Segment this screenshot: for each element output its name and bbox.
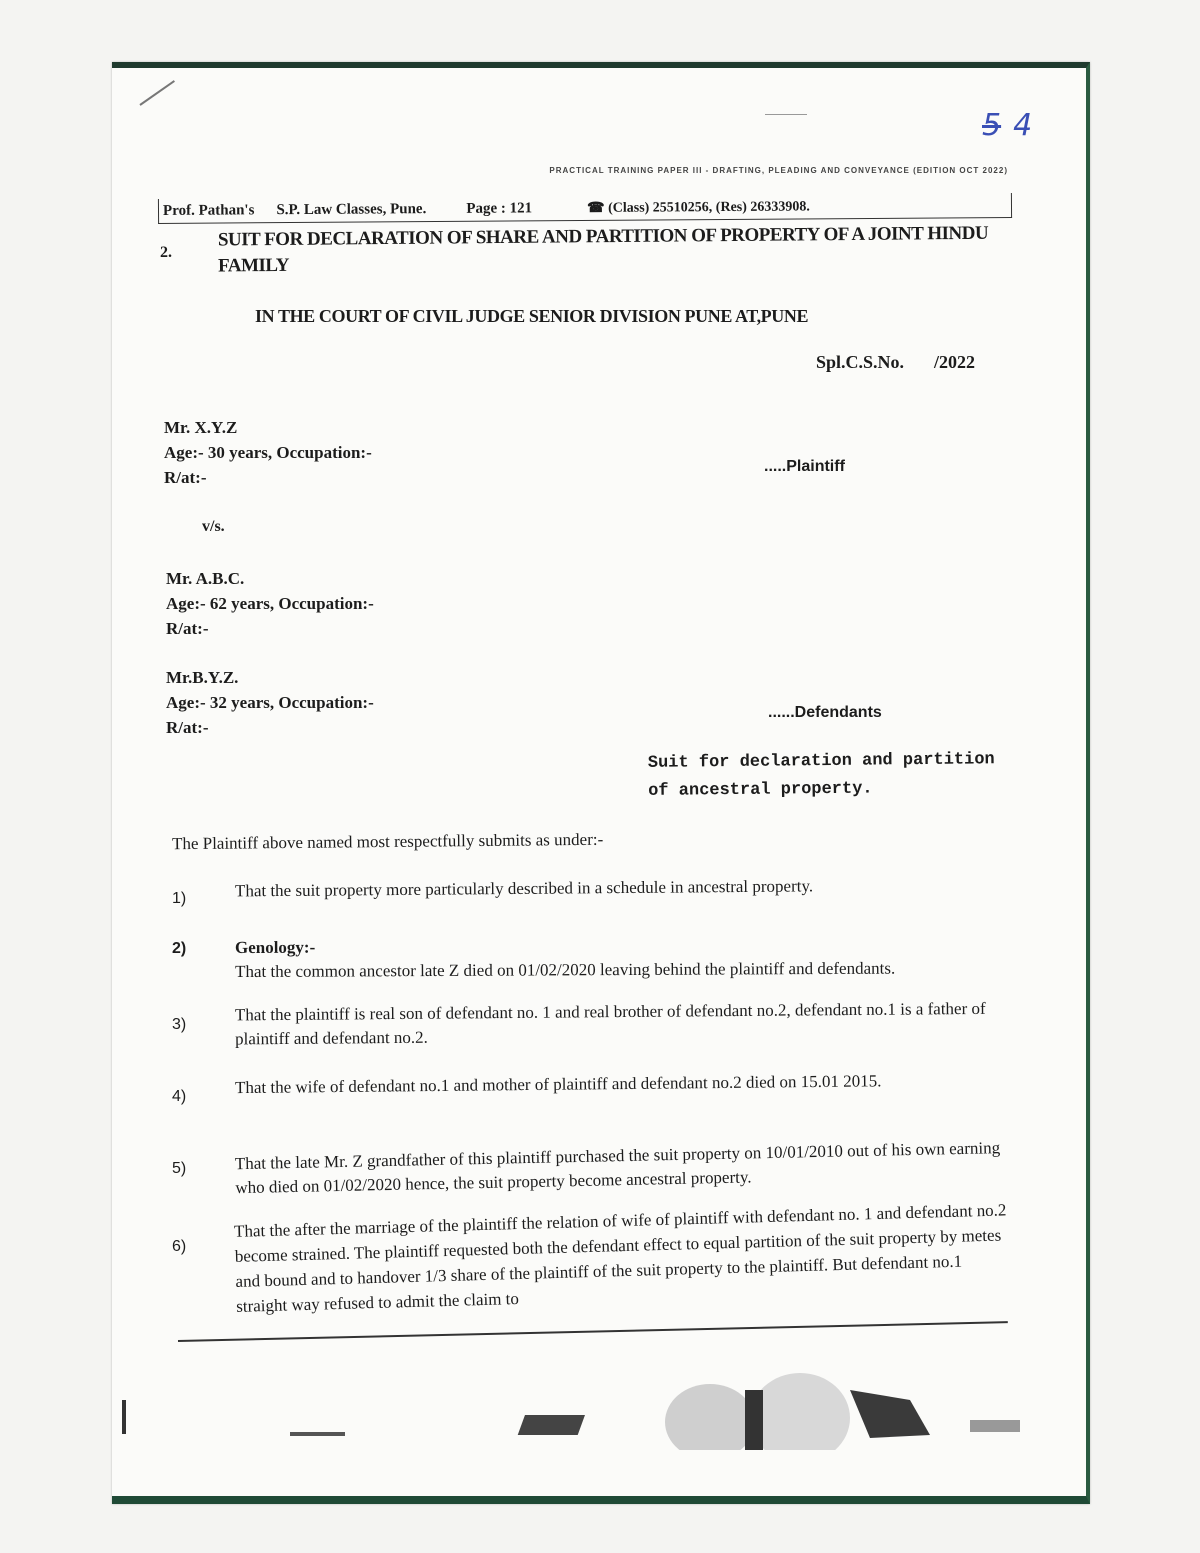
para-number: 5) — [172, 1160, 187, 1177]
page-number-mark: 4 — [1013, 108, 1033, 143]
plaintiff-age: Age:- 30 years, Occupation:- — [164, 443, 372, 462]
para-number: 3) — [172, 1016, 187, 1033]
paragraph-1: That the suit property more particularly described in a schedule in ancestral property. — [234, 876, 814, 901]
paragraph-2 — [235, 932, 1017, 984]
footer-shape — [850, 1390, 930, 1438]
footer-dash — [290, 1432, 345, 1436]
footer-shape — [970, 1420, 1020, 1432]
left-edge-mark — [122, 1400, 126, 1434]
struck-page-number: 5 — [982, 108, 1002, 143]
section-number: 2. — [160, 244, 172, 261]
suit-number-label: Spl.C.S.No. — [816, 352, 905, 372]
handwritten-page-number — [982, 108, 1032, 143]
page-label: Page : 121 — [466, 199, 533, 217]
footer-dome — [665, 1384, 755, 1450]
para-number: 2) — [172, 940, 187, 957]
footer-shape — [518, 1415, 585, 1435]
intro-text: The Plaintiff above named most respectfully submits as under:- — [171, 829, 604, 854]
running-head: PRACTICAL TRAINING PAPER III - DRAFTING, PLEADING AND CONVEYANCE (EDITION OCT 2022) — [549, 166, 1008, 175]
phone-numbers: ☎ (Class) 25510256, (Res) 26333908. — [587, 198, 810, 216]
defendant1-name: Mr. A.B.C. — [166, 569, 245, 588]
defendant2-age: Age:- 32 years, Occupation:- — [166, 693, 374, 712]
defendant2-name: Mr.B.Y.Z. — [166, 668, 239, 687]
para-number: 6) — [172, 1238, 187, 1255]
institute-name: S.P. Law Classes, Pune. — [276, 200, 427, 218]
court-heading: IN THE COURT OF CIVIL JUDGE SENIOR DIVISION PUNE AT,PUNE — [255, 306, 809, 326]
section-title: SUIT FOR DECLARATION OF SHARE AND PARTITION OF PROPERTY OF A JOINT HINDU FAMILY — [217, 222, 989, 277]
defendant2-residence: R/at:- — [166, 718, 209, 737]
para-number: 4) — [172, 1088, 187, 1105]
paragraph-heading: Genology:- — [234, 937, 316, 958]
defendant1-age: Age:- 62 years, Occupation:- — [166, 594, 374, 613]
para-number: 1) — [172, 890, 187, 907]
author-name: Prof. Pathan's — [162, 201, 255, 219]
plaintiff-name: Mr. X.Y.Z — [164, 418, 238, 437]
defendant2-block — [166, 665, 374, 740]
versus: v/s. — [202, 518, 225, 535]
suit-number-year: /2022 — [934, 352, 976, 372]
plaintiff-role: .....Plaintiff — [764, 458, 845, 475]
paragraph-4: That the wife of defendant no.1 and mother of plaintiff and defendant no.2 died on 15.01 2015. — [234, 1071, 882, 1098]
suit-description: Suit for declaration and partition of ancestral property. — [647, 750, 995, 801]
plaintiff-residence: R/at:- — [164, 468, 207, 487]
paragraph-3: That the plaintiff is real son of defendant no. 1 and real brother of defendant no.2, defendant no.1 is a father of plaintiff and defendant no.2. — [234, 998, 986, 1049]
paragraph-6: That the after the marriage of the plaintiff the relation of wife of plaintiff with defendant no. 1 and defendant no.2 become strained. The plaintiff requested both the defendant effect to equal partition of the suit property by metes and bound and to handover 1/3 share of the plaintiff of the suit property to the plaintiff. But defendant no.1 straight way refused to admit the claim to — [233, 1200, 1007, 1316]
defendant1-block — [166, 566, 374, 641]
defendants-role: ......Defendants — [768, 704, 882, 721]
defendant1-residence: R/at:- — [166, 619, 209, 638]
suit-number — [816, 352, 975, 373]
plaintiff-block — [164, 415, 372, 490]
footer-dome — [750, 1373, 850, 1450]
footer-pillar — [745, 1390, 763, 1450]
paragraph-5: That the late Mr. Z grandfather of this plaintiff purchased the suit property on 10/01/2010 out of his own earning who died on 01/02/2020 hence, the suit property become ancestral property. — [234, 1138, 1001, 1198]
footer-decoration — [290, 1360, 1030, 1450]
pen-dash — [765, 114, 807, 115]
paragraph-text: That the common ancestor late Z died on 01/02/2020 leaving behind the plaintiff and defendants. — [235, 958, 896, 982]
